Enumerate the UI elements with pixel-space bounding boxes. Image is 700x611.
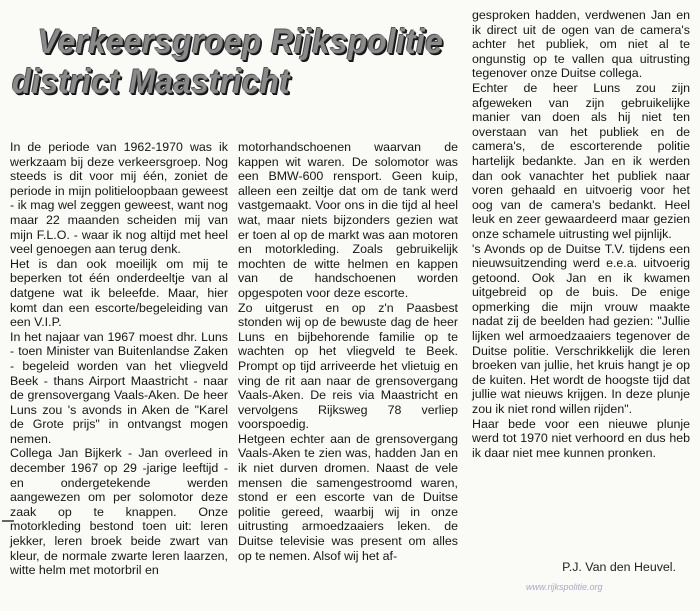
paragraph: Zo uitgerust en op z'n Paasbest stonden wij op de bewuste dag de heer Luns en bijbehorende familie op te wachten op het vliegveld te Beek. Prompt op tijd arriveerde het vlietuig en ving de rit aan naar de grensovergang Vaals-Aken. De reis via Maastricht en vervolgens Rijksweg 78 verliep voorspoedig. bbox=[238, 300, 458, 432]
paragraph: In de periode van 1962-1970 was ik werkzaam bij deze verkeersgroep. Nog steeds is dit voor mij één, zoniet de periode in mijn politieloopbaan geweest - ik mag wel zeggen geweest, want nog maar 22 maanden scheiden mij van mijn F.L.O. - waar ik nog altijd met heel veel genoegen aan terug denk. bbox=[10, 140, 228, 257]
paragraph: Hetgeen echter aan de grensovergang Vaals-Aken te zien was, hadden Jan en ik niet durven dromen. Naast de vele mensen die samengestroomd waren, stond er een escorte van de Duitse politie gereed, waarbij wij in onze uitrusting armoedzaaiers leken. de Duitse televisie was present om alles op te nemen. Alsof wij het af- bbox=[238, 431, 458, 563]
paragraph: Haar bede voor een nieuwe plunje werd tot 1970 niet verhoord en dus heb ik daar niet mee kunnen pronken. bbox=[472, 416, 690, 460]
paragraph: 's Avonds op de Duitse T.V. tijdens een nieuwsuitzending werd e.e.a. uitvoerig getoond. Ook Jan en ik kwamen uitgebreid op de buis. De enige opmerking die mijn vrouw maakte nadat zij de beelden had gezien: "Jullie lijken wel armoedzaaiers tegenover de Duitse politie. Verschrikkelijk die leren broeken van jullie, het kruis hangt je op de kuiten. Het wordt de hoogste tijd dat jullie wat nieuws krijgen. In deze plunje zou ik niet rond willen rijden". bbox=[472, 241, 690, 417]
column-1 bbox=[10, 140, 228, 578]
column-2 bbox=[238, 140, 458, 563]
paragraph: gesproken hadden, verdwenen Jan en ik direct uit de ogen van de camera's achter het publiek, om niet al te ongunstig op te vallen qua uitrusting tegenover onze Duitse collega. bbox=[472, 8, 690, 81]
paragraph: Echter de heer Luns zou zijn afgeweken van zijn gebruikelijke manier van doen als hij niet ten overstaan van het publiek en de camera's, de escorterende politie hartelijk bedankte. Jan en ik werden dan ook vanachter het publiek naar voren gehaald en uitvoerig voor het oog van de camera's bedankt. Heel leuk en zeer gewaardeerd maar gezien onze schamele uitrusting wel pijnlijk. bbox=[472, 80, 690, 241]
author-signature: P.J. Van den Heuvel. bbox=[562, 560, 676, 574]
paragraph: Het is dan ook moeilijk om mij te beperken tot één onderdeeltje van al datgene wat ik beleefde. Maar, hier komt dan een escorte/begeleiding van een V.I.P. bbox=[10, 256, 228, 330]
paragraph: motorhandschoenen waarvan de kappen wit waren. De solomotor was een BMW-600 rensport. Geen kuip, alleen een zeiltje dat om de tank werd vastgemaakt. Voor ons in die tijd al heel wat, maar niets bijzonders gezien wat er toen al op de markt was aan motoren en motorkleding. Zoals gebruikelijk mochten de witte helmen en kappen van de handschoenen worden opgespoten voor deze escorte. bbox=[238, 140, 458, 300]
title-line-1: Verkeersgroep Rijkspolitie bbox=[37, 23, 444, 61]
paragraph: Collega Jan Bijkerk - Jan overleed in december 1967 op 29 -jarige leeftijd -en ondergetekende werden aangewezen om per solomotor deze zaak op te knappen. Onze motorkleding bestond toen uit: leren jekker, leren broek beide zwart van kleur, de normale zwarte leren laarzen, witte helm met motorbril en bbox=[10, 446, 228, 578]
paragraph: In het najaar van 1967 moest dhr. Luns - toen Minister van Buitenlandse Zaken - begeleid worden van het vliegveld Beek - thans Airport Maastricht - naar de grensovergang Vaals-Aken. De heer Luns zou 's avonds in Aken de "Karel de Grote prijs" in ontvangst mogen nemen. bbox=[10, 329, 228, 446]
watermark: www.rijkspolitie.org bbox=[526, 582, 603, 592]
column-3 bbox=[472, 8, 690, 460]
article-title bbox=[12, 22, 444, 102]
title-line-2: district Maastricht bbox=[12, 63, 291, 101]
